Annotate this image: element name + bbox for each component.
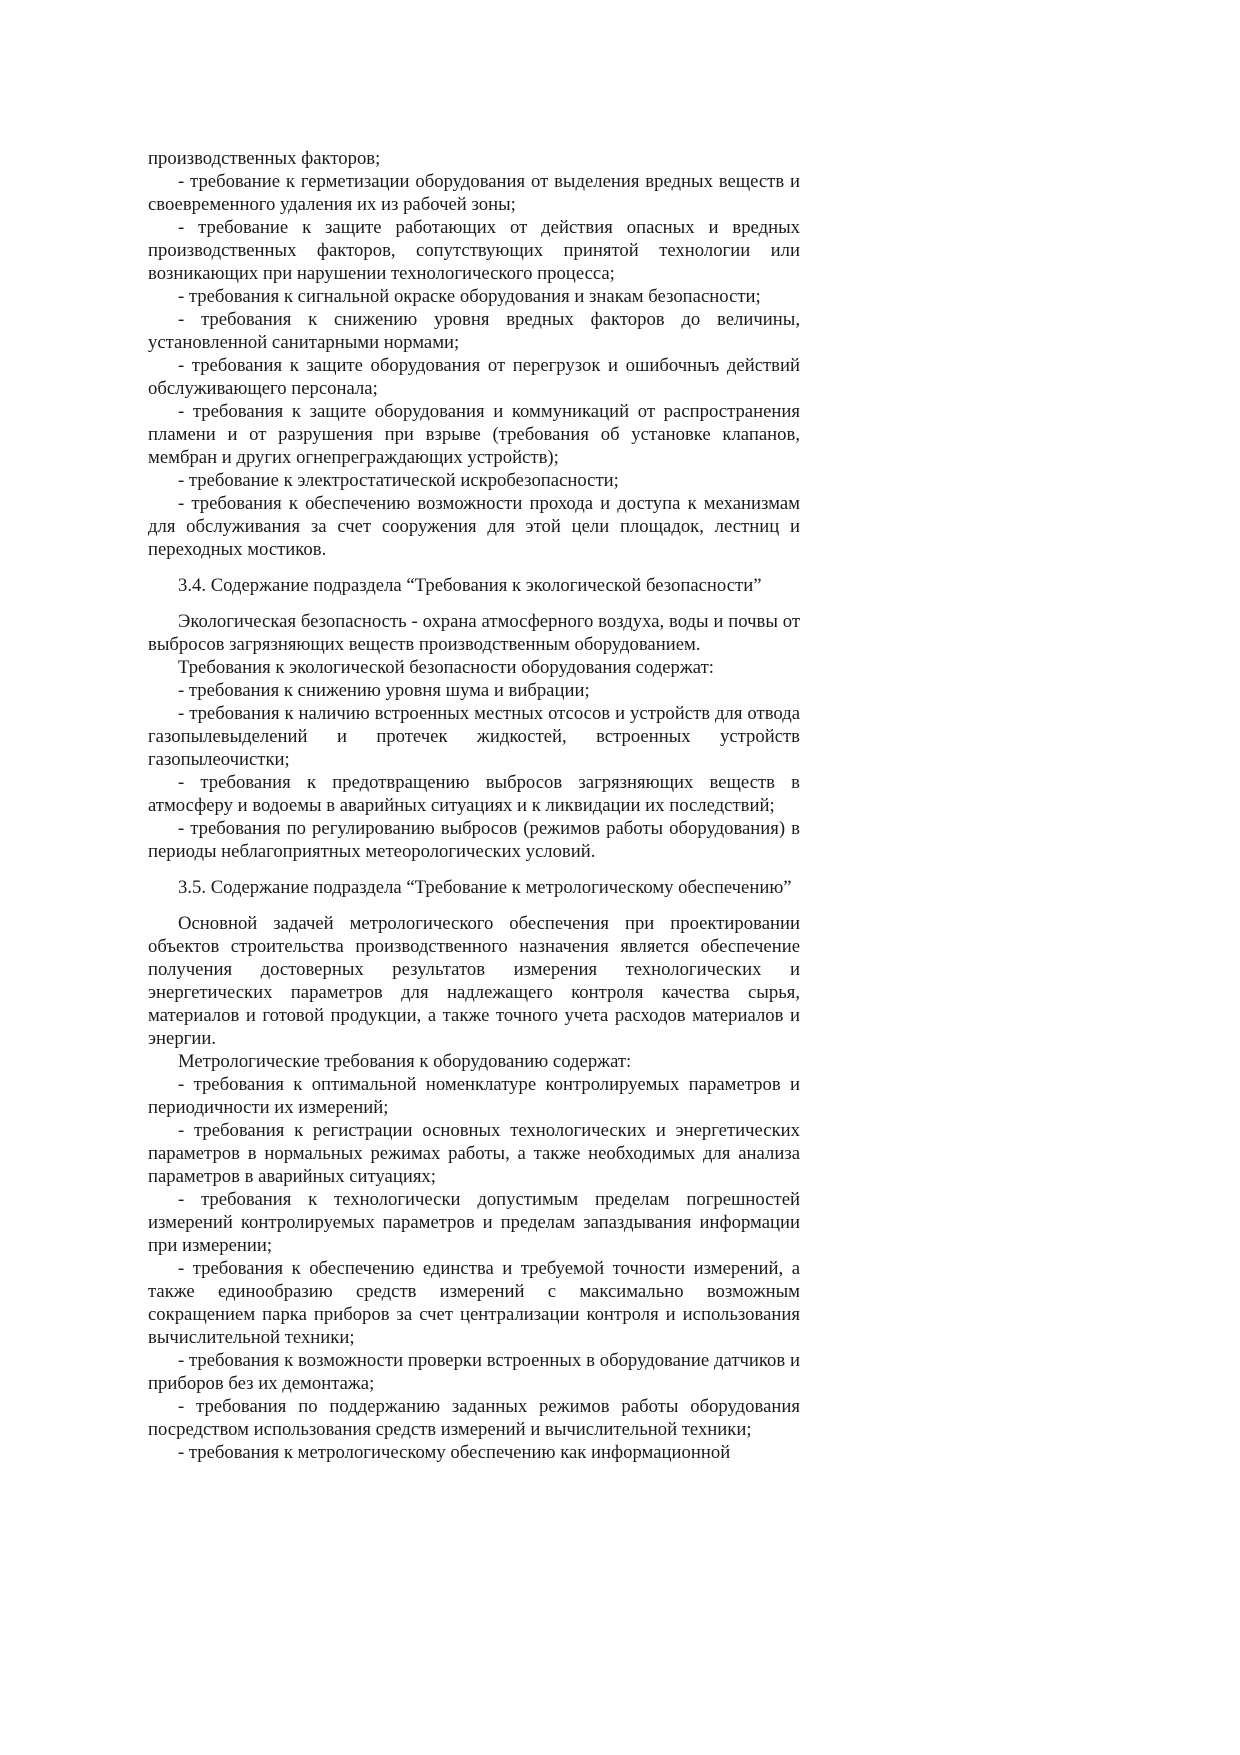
paragraph: Требования к экологической безопасности оборудования содержат:: [178, 657, 714, 678]
paragraph: Экологическая безопасность - охрана атмосферного воздуха, воды и почвы от выбросов загрязняющих веществ производственным оборудованием.: [148, 611, 800, 655]
list-item: - требования к обеспечению единства и требуемой точности измерений, а также единообразию средств измерений с максимально возможным сокращением парка приборов за счет централизации контроля и использования вычислительной техники;: [148, 1258, 800, 1348]
paragraph: Метрологические требования к оборудованию содержат:: [178, 1051, 632, 1072]
list-item: - требования к регистрации основных технологических и энергетических параметров в нормальных режимах работы, а также необходимых для анализа параметров в аварийных ситуациях;: [148, 1120, 800, 1187]
list-item: - требования по поддержанию заданных режимов работы оборудования посредством использования средств измерений и вычислительной техники;: [148, 1396, 800, 1440]
section-heading-3-5: 3.5. Содержание подраздела “Требование к метрологическому обеспечению”: [178, 877, 792, 898]
document-body: [148, 147, 800, 1464]
list-item: - требования к оптимальной номенклатуре контролируемых параметров и периодичности их измерений;: [148, 1074, 800, 1118]
list-item: - требования к метрологическому обеспечению как информационной: [178, 1442, 731, 1463]
paragraph: производственных факторов;: [148, 148, 381, 169]
list-item: - требования к защите оборудования от перегрузок и ошибочныъ действий обслуживающего персонала;: [148, 355, 800, 399]
list-item: - требование к герметизации оборудования от выделения вредных веществ и своевременного удаления их из рабочей зоны;: [148, 171, 800, 215]
section-heading-3-4: 3.4. Содержание подраздела “Требования к экологической безопасности”: [178, 575, 762, 596]
list-item: - требование к защите работающих от действия опасных и вредных производственных факторов, сопутствующих принятой технологии или возникающих при нарушении технологического процесса;: [148, 217, 800, 284]
list-item: - требования к технологически допустимым пределам погрешностей измерений контролируемых параметров и пределам запаздывания информации при измерении;: [148, 1189, 800, 1256]
list-item: - требования к снижению уровня вредных факторов до величины, установленной санитарными нормами;: [148, 309, 800, 353]
list-item: - требования к защите оборудования и коммуникаций от распространения пламени и от разрушения при взрыве (требования об установке клапанов, мембран и других огнепреграждающих устройств);: [148, 401, 800, 468]
list-item: - требования к обеспечению возможности прохода и доступа к механизмам для обслуживания за счет сооружения для этой цели площадок, лестниц и переходных мостиков.: [148, 493, 800, 560]
list-item: - требования к сигнальной окраске оборудования и знакам безопасности;: [178, 286, 761, 307]
list-item: - требования к снижению уровня шума и вибрации;: [178, 680, 590, 701]
paragraph: Основной задачей метрологического обеспечения при проектировании объектов строительства производственного назначения является обеспечение получения достоверных результатов измерения технологических и энергетических параметров для надлежащего контроля качества сырья, материалов и готовой продукции, а также точного учета расходов материалов и энергии.: [148, 913, 800, 1049]
list-item: - требования к наличию встроенных местных отсосов и устройств для отвода газопылевыделений и протечек жидкостей, встроенных устройств газопылеочистки;: [148, 703, 800, 770]
list-item: - требование к электростатической искробезопасности;: [178, 470, 619, 491]
list-item: - требования по регулированию выбросов (режимов работы оборудования) в периоды неблагоприятных метеорологических условий.: [148, 818, 800, 862]
list-item: - требования к предотвращению выбросов загрязняющих веществ в атмосферу и водоемы в аварийных ситуациях и к ликвидации их последствий;: [148, 772, 800, 816]
list-item: - требования к возможности проверки встроенных в оборудование датчиков и приборов без их демонтажа;: [148, 1350, 800, 1394]
